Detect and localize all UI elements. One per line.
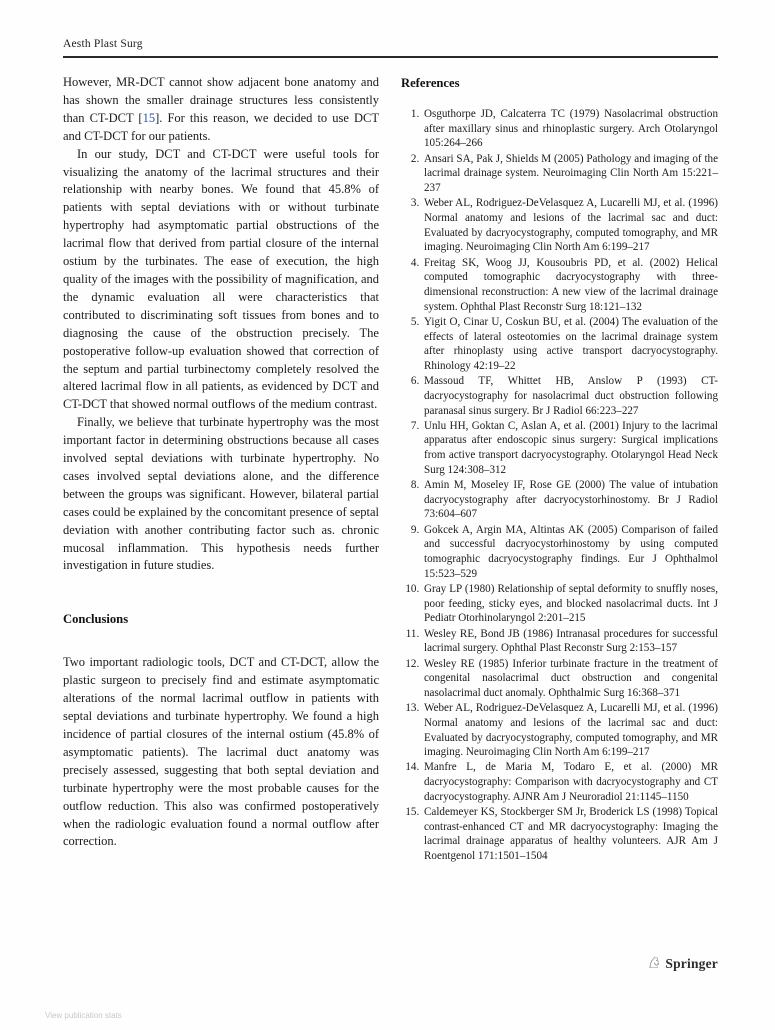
reference-item: 12. Wesley RE (1985) Inferior turbinate fracture in the treatment of congenital nasolacrimal duct obstruction and congenital nasolacrimal duct anomaly. Ophthalmic Surg 16:368–371 [422, 657, 718, 701]
paragraph-text: ]. For this reason, we decided to use DCT and CT-DCT for our patients. [63, 110, 379, 143]
conclusions-paragraph: Two important radiologic tools, DCT and CT-DCT, allow the plastic surgeon to precisely find and estimate asymptomatic alterations of the normal lacrimal outflow in patients with septal deviations and turbinate hypertrophy. We found a high incidence of partial closures of the internal ostium (45.8% of asymptomatic patients). The lacrimal duct anatomy was precisely assessed, suggesting that both septal deviation and turbinate hypertrophy were the most probable causes for the outflow reduction. This also was confirmed postoperatively when the radiologic evaluation found a normal outflow after correction. [63, 655, 379, 849]
reference-item: 9. Gokcek A, Argin MA, Altintas AK (2005) Comparison of failed and successful dacryocystorhinostomy by using computed tomographic dacryocystography findings. Eur J Ophthalmol 15:523–529 [422, 523, 718, 582]
publisher-logo [647, 956, 718, 972]
references-heading: References [401, 76, 460, 90]
discussion-paragraph-3: Finally, we believe that turbinate hypertrophy was the most important factor in determining obstructions because all cases involved septal deviations with turbinate hypertrophy. No cases involved septal deviations alone, and the difference between the groups was significant. However, bilateral partial cases could be explained by the concomitant presence of septal deviation with another contributing factor such as. chronic mucosal inflammation. This hypothesis needs further investigation in future studies. [63, 415, 379, 573]
paragraph-text: However, MR-DCT cannot show adjacent bone anatomy and has shown the smaller drainage structures less consistently than CT-DCT [ [63, 75, 379, 125]
running-header: Aesth Plast Surg [63, 38, 143, 50]
springer-knight-icon: ♘ [647, 955, 662, 972]
reference-item: 11. Wesley RE, Bond JB (1986) Intranasal procedures for successful lacrimal surgery. Ophthal Plast Reconstr Surg 2:153–157 [422, 627, 718, 656]
reference-item: 2. Ansari SA, Pak J, Shields M (2005) Pathology and imaging of the lacrimal drainage system. Neuroimaging Clin North Am 15:221–237 [422, 152, 718, 196]
reference-item: 4. Freitag SK, Woog JJ, Kousoubris PD, et al. (2002) Helical computed tomographic dacryocystography with three-dimensional reconstruction: A new view of the lacrimal drainage system. Ophthal Plast Reconstr Surg 18:121–132 [422, 256, 718, 315]
reference-item: 10. Gray LP (1980) Relationship of septal deformity to snuffly noses, poor feeding, sticky eyes, and blocked nasolacrimal ducts. Int J Pediatr Otorhinolaryngol 2:201–215 [422, 582, 718, 626]
reference-item: 3. Weber AL, Rodriguez-DeVelasquez A, Lucarelli MJ, et al. (1996) Normal anatomy and lesions of the lacrimal sac and duct: Evaluated by dacryocystography, computed tomography, and MR imaging. Neuroimaging Clin North Am 6:199–217 [422, 196, 718, 255]
reference-item: 1. Osguthorpe JD, Calcaterra TC (1979) Nasolacrimal obstruction after maxillary sinus and rhinoplastic surgery. Arch Otolaryngol 105:264–266 [422, 107, 718, 151]
left-column [63, 74, 379, 864]
reference-item: 5. Yigit O, Cinar U, Coskun BU, et al. (2004) The evaluation of the effects of lateral osteotomies on the lacrimal drainage system after rhinoplasty using active transport dacryocystography. Rhinology 42:19–22 [422, 315, 718, 374]
discussion-paragraph-2: In our study, DCT and CT-DCT were useful tools for visualizing the anatomy of the lacrimal structures and their relationship with nearby bones. We found that 45.8% of patients with septal deviations with or without turbinate hypertrophy had asymptomatic partial obstructions of the lacrimal flow that derived from partial closure of the internal ostium by the turbinates. The ease of execution, the high quality of the images with the possibility of magnification, and the dynamic evaluation all were characteristics that contributed to discriminating soft tissues from bones and to diagnosing the cause of the obstruction precisely. The postoperative follow-up evaluation showed that correction of the septum and partial turbinectomy completely resolved the altered lacrimal flow in all patients, as evidenced by DCT and CT-DCT that showed normal outflows of the medium contrast. [63, 146, 379, 412]
citation-link-15[interactable]: 15 [142, 110, 156, 125]
two-column-body [63, 74, 718, 864]
view-publication-stats-link[interactable]: View publication stats [45, 1011, 122, 1020]
reference-item: 13. Weber AL, Rodriguez-DeVelasquez A, Lucarelli MJ, et al. (1996) Normal anatomy and lesions of the lacrimal sac and duct: Evaluated by dacryocystography, computed tomography, and MR imaging. Neuroimaging Clin North Am 6:199–217 [422, 701, 718, 760]
references-column [401, 74, 718, 864]
discussion-paragraph-1 [63, 74, 379, 146]
header-rule [63, 56, 718, 58]
publisher-name: Springer [665, 956, 718, 971]
reference-item: 7. Unlu HH, Goktan C, Aslan A, et al. (2001) Injury to the lacrimal apparatus after endoscopic sinus surgery: Surgical implications from active transport dacryocystography. Otolaryngol Head Neck Surg 124:308–312 [422, 419, 718, 478]
reference-item: 8. Amin M, Moseley IF, Rose GE (2000) The value of intubation dacryocystography after dacryocystorhinostomy. Br J Radiol 73:604–607 [422, 478, 718, 522]
reference-item: 14. Manfre L, de Maria M, Todaro E, et al. (2000) MR dacryocystography: Comparison with dacryocystography and CT dacryocystography. AJNR Am J Neuroradiol 21:1145–1150 [422, 760, 718, 804]
reference-item: 15. Caldemeyer KS, Stockberger SM Jr, Broderick LS (1998) Topical contrast-enhanced CT and MR dacryocystography: Imaging the lacrimal drainage apparatus of healthy volunteers. AJR Am J Roentgenol 171:1501–1504 [422, 805, 718, 864]
reference-item: 6. Massoud TF, Whittet HB, Anslow P (1993) CT-dacryocystography for nasolacrimal duct obstruction following paranasal sinus surgery. Br J Radiol 66:223–227 [422, 374, 718, 418]
references-list [401, 107, 718, 864]
conclusions-heading: Conclusions [63, 612, 129, 627]
